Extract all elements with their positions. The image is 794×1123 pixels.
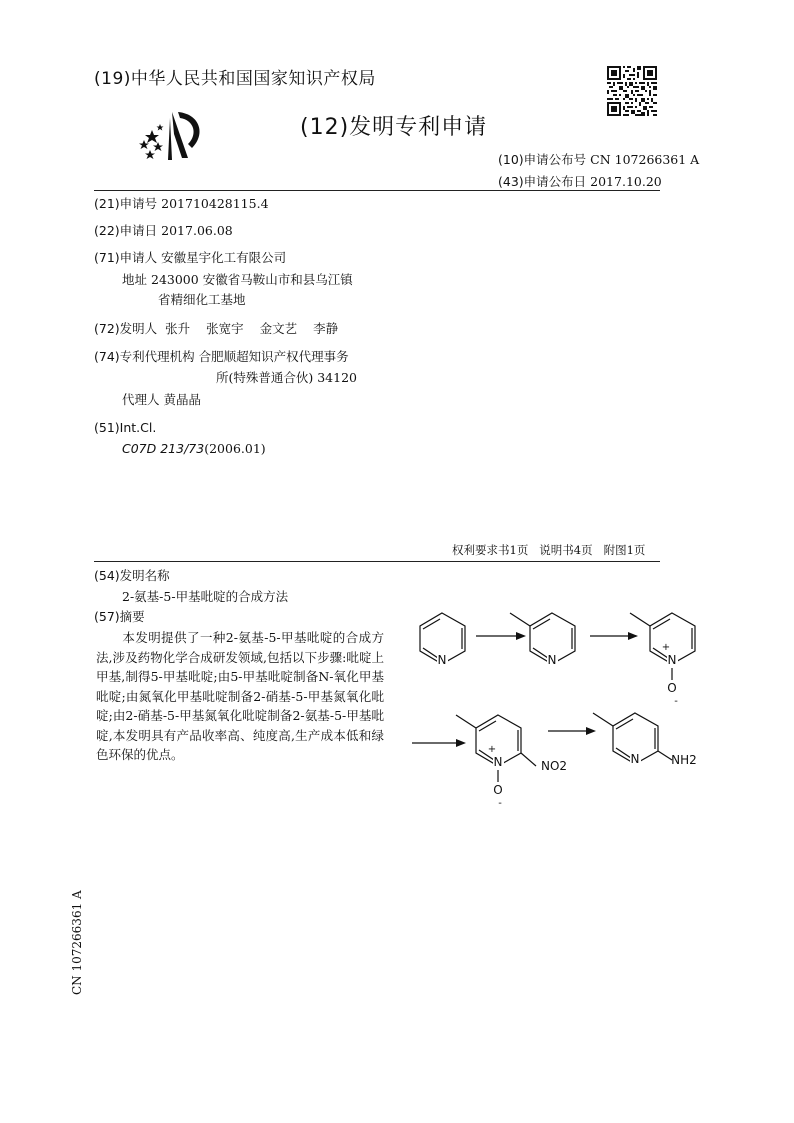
inventor-name: 李静 [313,321,339,336]
agent [122,390,201,410]
agent-value: 黄晶晶 [163,392,202,407]
atom-label: O [493,783,503,797]
atom-label: N [630,752,640,766]
publication-date [498,172,662,190]
ipc-version: (2006.01) [204,441,266,456]
charge-label: + [487,744,497,755]
address [122,270,353,290]
publication-date-value: 2017.10.20 [590,174,662,189]
application-date [94,221,233,241]
ipc-code: C07D 213/73 [122,441,205,456]
agent-label: 代理人 [122,392,160,407]
application-number-label: (21)申请号 [94,196,158,211]
cnipa-logo [130,108,210,164]
applicant-value: 安徽星宇化工有限公司 [161,250,287,265]
address-label: 地址 [122,272,148,287]
address-line-1: 243000 安徽省马鞍山市和县乌江镇 [151,272,353,287]
inventor-name: 张升 [165,321,191,336]
office-name: (19)中华人民共和国国家知识产权局 [94,69,376,89]
patent-agency-line-2: 所(特殊普通合伙) 34120 [216,370,357,385]
page-count-info: 权利要求书1页 说明书4页 附图1页 [452,543,646,557]
side-publication-number: CN 107266361 A [70,890,84,995]
int-cl-label: (51)Int.Cl. [94,420,157,435]
charge-label: + [661,642,671,653]
applicant [94,248,286,268]
header-divider [94,190,660,191]
atom-label: N [493,755,503,769]
int-cl-classification [122,439,266,459]
publication-number-value: CN 107266361 A [590,152,700,167]
nitro-group-label: NO2 [540,759,568,773]
publication-date-label: (43)申请公布日 [498,174,587,189]
address-line-2: 省精细化工基地 [158,292,246,307]
abstract-divider [94,561,660,562]
patent-agency [94,347,349,367]
atom-label: N [437,653,447,667]
invention-title-label: (54)发明名称 [94,568,170,583]
application-date-label: (22)申请日 [94,223,158,238]
publication-number-label: (10)申请公布号 [498,152,587,167]
patent-agency-label: (74)专利代理机构 [94,349,195,364]
atom-label: N [547,653,557,667]
inventors [94,319,338,339]
patent-agency-line-1: 合肥顺超知识产权代理事务 [198,349,349,364]
abstract-label: (57)摘要 [94,609,145,624]
atom-label: O [667,681,677,695]
qr-code [607,66,657,116]
inventor-name: 金文艺 [259,321,298,336]
applicant-label: (71)申请人 [94,250,158,265]
publication-number [498,150,699,168]
charge-label: - [674,696,678,707]
inventor-name: 张宽宇 [206,321,244,336]
document-type: (12)发明专利申请 [300,115,488,140]
application-date-value: 2017.06.08 [161,223,233,238]
atom-label: N [667,653,677,667]
invention-title: 2-氨基-5-甲基吡啶的合成方法 [122,589,289,604]
inventors-label: (72)发明人 [94,321,158,336]
application-number-value: 201710428115.4 [161,196,269,211]
amino-group-label: NH2 [671,753,697,767]
charge-label: - [498,798,502,809]
abstract-body: 本发明提供了一种2-氨基-5-甲基吡啶的合成方法,涉及药物化学合成研发领域,包括以下步骤:吡啶上甲基,制得5-甲基吡啶;由5-甲基吡啶制备N-氧化甲基吡啶;由氮氧化甲基吡啶制备2-硝基-5-甲基氮氧化吡啶;由2-硝基-5-甲基氮氧化吡啶制备2-氨基-5-甲基吡啶,本发明具有产品收率高、纯度高,生产成本低和绿色环保的优点。 [96,630,384,762]
application-number [94,194,269,214]
reaction-scheme [400,598,710,813]
abstract-text [96,628,384,765]
